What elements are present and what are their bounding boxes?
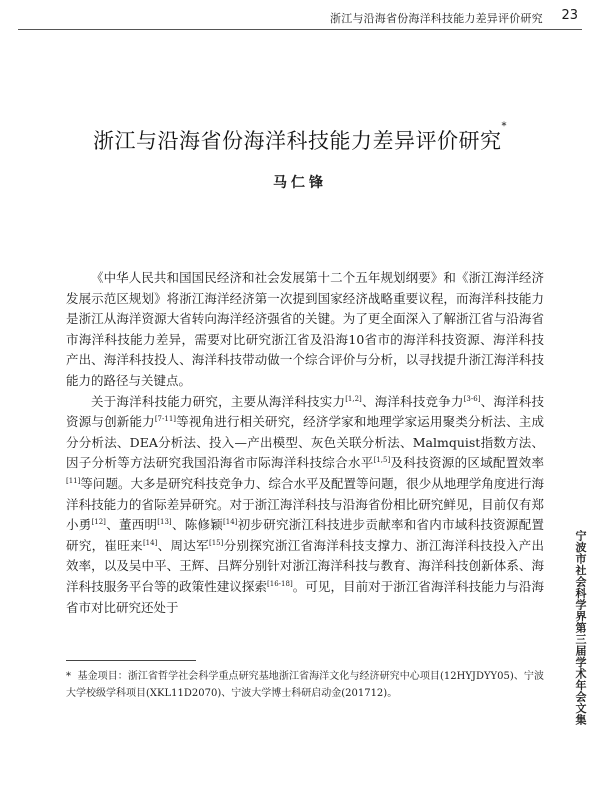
p2-text: 等视角进行相关研究，经济学家和地理学家运用聚类分析法、主成分分析法、DEA分析法、投入—产出模型、灰色关联分析法、Malmquist指数方法、因子分析等方法研究我国沿海省市际海洋科技综合水平 [66,414,544,471]
author-name: 马仁锋 [273,175,327,191]
header-rule [18,29,582,30]
paragraph-1: 《中华人民共和国国民经济和社会发展第十二个五年规划纲要》和《浙江海洋经济发展示范区规划》将浙江海洋经济第一次提到国家经济战略重要议程，而海洋科技能力是浙江从海洋资源大省转向海洋经济强省的关键。为了更全面深入了解浙江省与沿海省市海洋科技能力差异，需要对比研究浙江省及沿海10省市的海洋科技资源、海洋科技产出、海洋科技投人、海洋科技带动做一个综合评价与分析，以寻找提升浙江海洋科技能力的路径与关键点。 [66,270,544,388]
footnote-text: 基金项目：浙江省哲学社会科学重点研究基地浙江省海洋文化与经济研究中心项目(12HYJDYY05)、宁波大学校级学科项目(XKL11D2070)、宁波大学博士科研启动金(201712)。 [66,671,544,699]
citation-ref: [3-6] [463,394,481,403]
citation-ref: [1,5] [373,456,391,465]
p2-text: 。可见，目前对于浙江省海洋科技能力与沿海省市对比研究还处于 [66,578,544,615]
citation-ref: [15] [208,538,224,547]
paragraph-2 [66,392,544,619]
citation-ref: [12] [91,517,106,526]
p2-text: 及科技资源的区域配置效率 [390,455,544,471]
citation-ref: [14] [142,538,158,547]
citation-ref: [16-18] [267,579,293,588]
citation-ref: [11] [66,476,81,485]
article-title-text: 浙江与沿海省份海洋科技能力差异评价研究 [93,129,502,153]
citation-ref: [14] [223,517,238,526]
running-head-title: 浙江与沿海省份海洋科技能力差异评价研究 [330,12,543,25]
citation-ref: [1,2] [345,394,362,403]
p2-text: 、董西明 [105,517,158,533]
footnote-marker: * [66,671,71,682]
citation-ref: [7-11] [154,415,177,423]
side-margin-label: 宁波市社会科学界第三届学术年会文集 [574,530,587,726]
footnote-rule [66,660,196,661]
p2-text: 、陈修颖 [171,517,224,533]
p2-text: 初步研究浙江科技进步贡献率和省内市域科技资源配置研究，崔旺来 [66,517,544,553]
page-number: 23 [561,8,578,23]
p2-text: 、周达军 [157,537,209,553]
p2-text: 、海洋科技竞争力 [361,393,464,409]
p2-text: 、海洋科技资源与创新能力 [66,393,544,430]
article-title [0,121,600,155]
footnote [66,668,544,702]
p2-text: 关于海洋科技能力研究，主要从海洋科技实力 [91,393,346,409]
running-head [330,8,580,24]
title-footnote-mark: * [501,121,507,132]
citation-ref: [13] [157,517,172,526]
article-body [66,268,544,618]
p2-text: 分别探究浙江省海洋科技支撑力、浙江海洋科技投入产出效率，以及吴中平、王辉、吕辉分别针对浙江海洋科技与教育、海洋科技创新体系、海洋科技服务平台等的政策性建议探索 [66,537,544,594]
p2-text: 等问题。大多是研究科技竞争力、综合水平及配置等问题，很少从地理学角度进行海洋科技能力的省际差异研究。对于浙江海洋科技与沿海省份相比研究鲜见，目前仅有郑小勇 [66,475,544,533]
